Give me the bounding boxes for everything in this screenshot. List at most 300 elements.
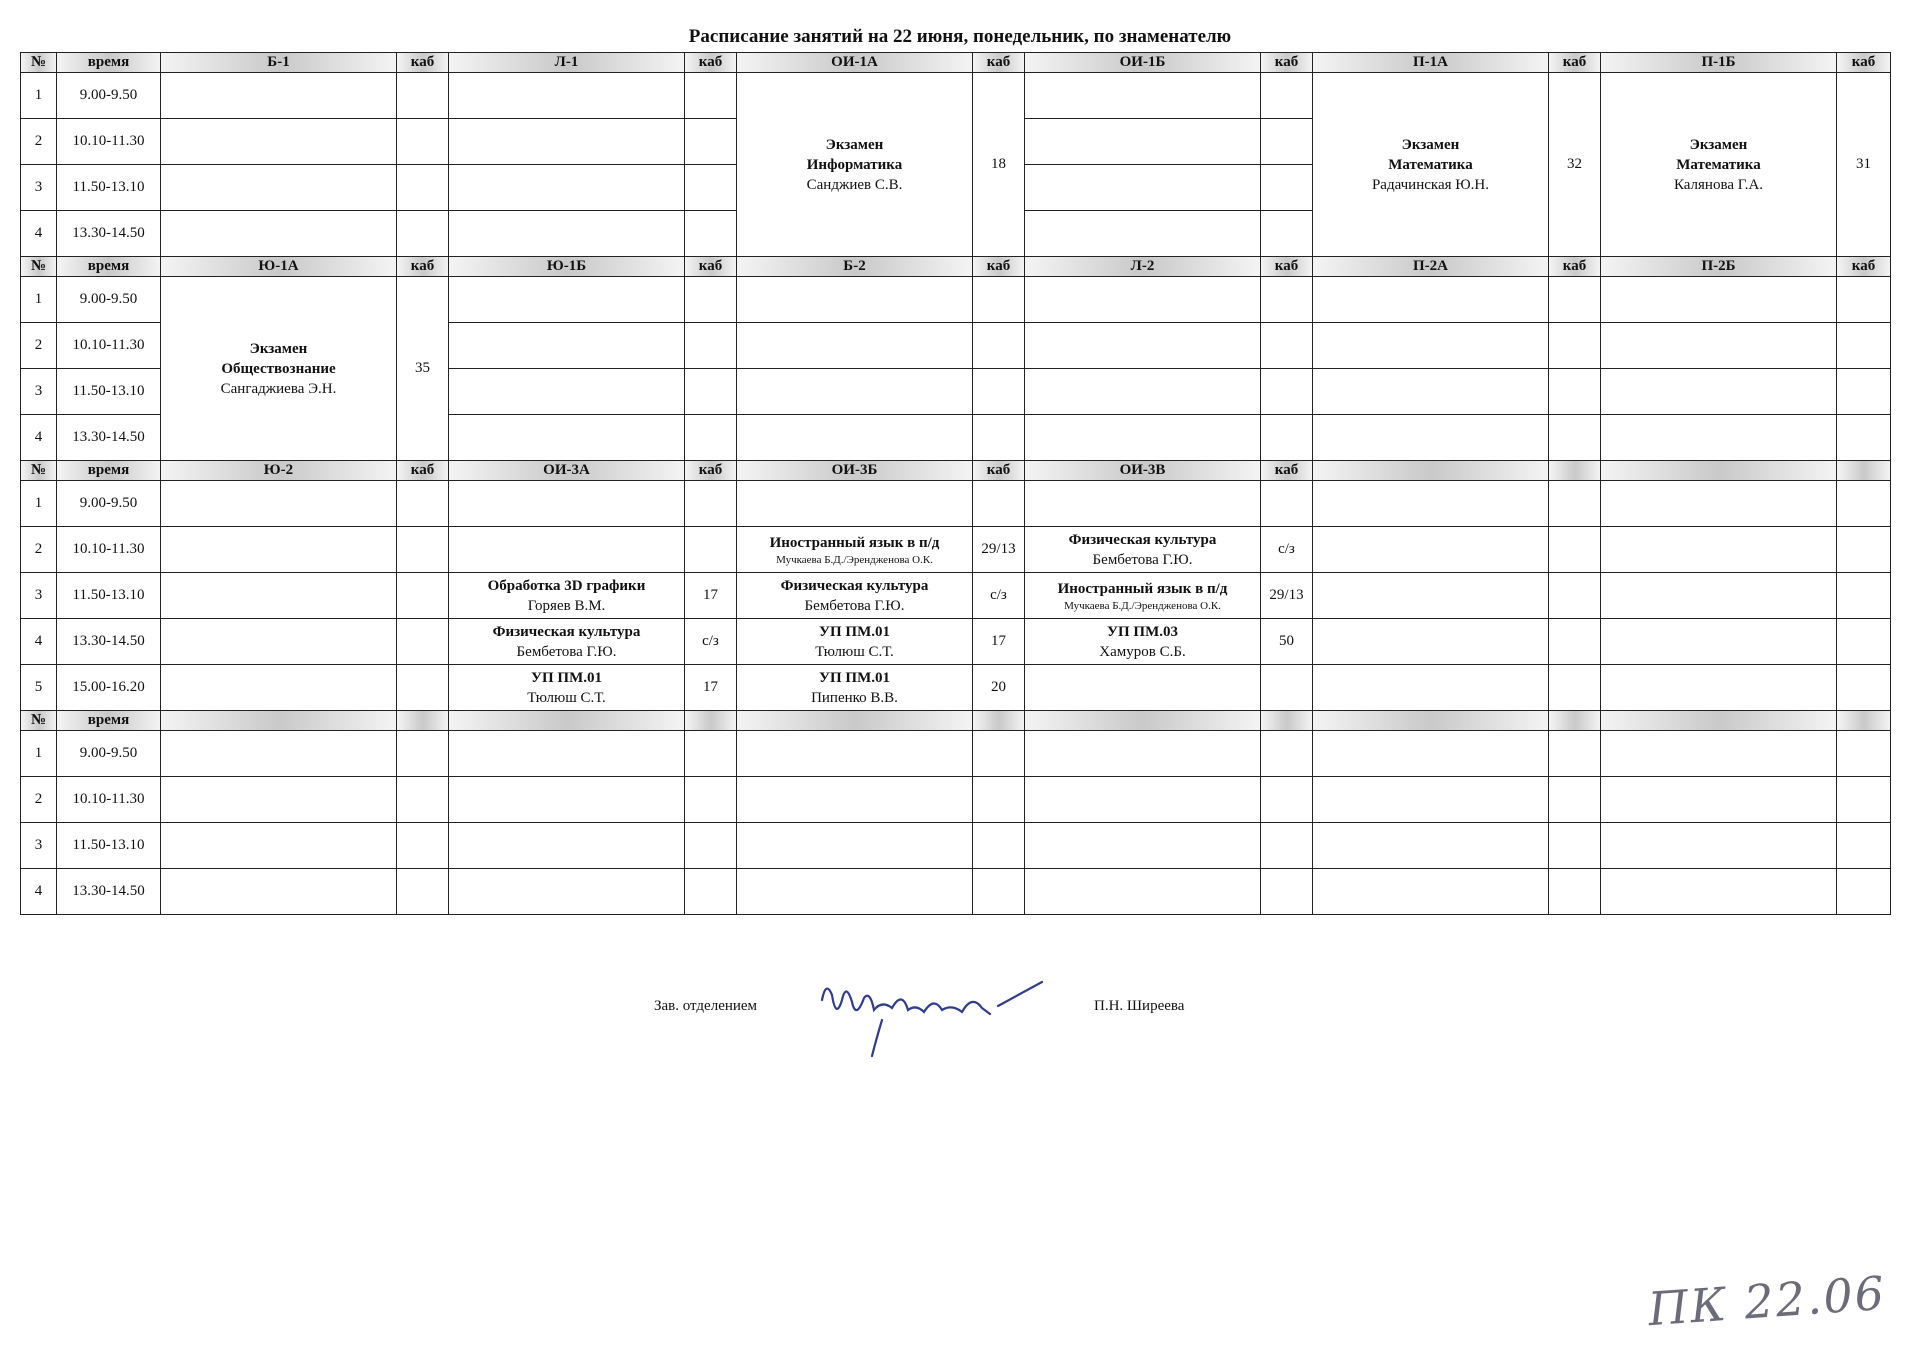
empty-cell [1601,823,1837,869]
block4-header-row [21,711,1891,731]
lesson-number: 1 [21,277,57,323]
lesson-number: 1 [21,731,57,777]
lesson-time: 11.50-13.10 [57,823,161,869]
empty-cell [1601,369,1837,415]
empty-cell [449,73,685,119]
empty-cell [449,869,685,915]
exam-teacher: Радачинская Ю.Н. [1371,176,1490,193]
empty-cell [1313,481,1549,527]
room-header: каб [397,257,449,277]
lesson-time: 13.30-14.50 [57,619,161,665]
empty-cell [1025,211,1261,257]
lesson-number: 4 [21,415,57,461]
empty-cell [1025,323,1261,369]
group-header-u1b: Ю-1Б [449,257,685,277]
empty-cell [1549,665,1601,711]
empty-cell [1549,869,1601,915]
empty-cell [685,119,737,165]
empty-cell [685,415,737,461]
exam-type: Экзамен [249,340,308,357]
empty-cell [1025,73,1261,119]
exam-subject: Информатика [806,156,903,173]
empty-cell [685,823,737,869]
signer-name: П.Н. Ширеева [1094,998,1185,1014]
empty-cell [1549,277,1601,323]
empty-cell [685,869,737,915]
exam-type: Экзамен [1689,136,1748,153]
group-header-oi3v: ОИ-3В [1025,461,1261,481]
exam-type: Экзамен [1401,136,1460,153]
empty-cell [1837,415,1891,461]
page-title: Расписание занятий на 22 июня, понедельник, по знаменателю [688,26,1232,47]
empty-cell [1025,823,1261,869]
table-row [21,573,1891,619]
empty-cell [1261,211,1313,257]
empty-cell [1549,481,1601,527]
empty-cell [1261,823,1313,869]
empty-cell [1261,777,1313,823]
empty-cell [685,211,737,257]
empty-cell [1261,665,1313,711]
block1-header-row [21,53,1891,73]
room-header: каб [1837,53,1891,73]
room-header: каб [1261,461,1313,481]
empty-cell [1261,165,1313,211]
empty-cell [1025,665,1261,711]
empty-cell [1313,527,1549,573]
empty-cell [449,165,685,211]
lesson-number: 2 [21,323,57,369]
lesson-number: 3 [21,165,57,211]
empty-cell [449,369,685,415]
lesson-room: 29/13 [973,527,1025,573]
empty-cell [685,777,737,823]
lesson-teacher: Тюлюш С.Т. [527,689,606,706]
empty-cell [161,731,397,777]
lesson-room: с/з [1261,527,1313,573]
empty-cell [449,527,685,573]
empty-cell [737,369,973,415]
group-header-p1b: П-1Б [1601,53,1837,73]
room-header: каб [685,461,737,481]
signature [812,960,1072,1060]
lesson-subject: Физическая культура [492,623,641,640]
table-row [21,823,1891,869]
empty-cell [449,777,685,823]
empty-cell [1025,731,1261,777]
exam-teacher: Сангаджиева Э.Н. [220,380,337,397]
room-header: каб [685,53,737,73]
empty-cell [1601,731,1837,777]
lesson-room: с/з [973,573,1025,619]
exam-room: 32 [1549,73,1601,257]
empty-cell [737,869,973,915]
empty-cell [161,573,397,619]
empty-cell [973,415,1025,461]
empty-cell [449,415,685,461]
lesson-teacher: Бембетова Г.Ю. [804,597,905,614]
empty-cell [449,823,685,869]
empty-cell [1549,619,1601,665]
schedule-table [20,52,1891,915]
empty-cell [1261,869,1313,915]
empty-cell [973,869,1025,915]
empty-cell [1025,119,1261,165]
room-header: каб [397,53,449,73]
empty-cell [685,277,737,323]
lesson-time: 15.00-16.20 [57,665,161,711]
empty-header [973,711,1025,731]
group-header-oi3a: ОИ-3А [449,461,685,481]
empty-cell [685,731,737,777]
empty-cell [1601,481,1837,527]
time-header: время [57,461,161,481]
table-row [21,665,1891,711]
table-row [21,731,1891,777]
num-header: № [21,711,57,731]
exam-type: Экзамен [825,136,884,153]
empty-cell [1601,277,1837,323]
lesson-teacher: Тюлюш С.Т. [815,643,894,660]
empty-cell [685,323,737,369]
empty-cell [1601,777,1837,823]
empty-cell [397,527,449,573]
exam-subject: Математика [1388,156,1473,173]
empty-cell [397,869,449,915]
empty-cell [1837,619,1891,665]
empty-cell [161,165,397,211]
room-header: каб [1837,257,1891,277]
group-header-oi3b: ОИ-3Б [737,461,973,481]
empty-cell [397,481,449,527]
table-row [21,481,1891,527]
exam-cell-oi1a [737,73,973,257]
room-header: каб [973,53,1025,73]
lesson-teacher: Горяев В.М. [527,597,606,614]
empty-cell [737,731,973,777]
empty-cell [1837,481,1891,527]
empty-cell [1837,823,1891,869]
empty-cell [1313,665,1549,711]
empty-cell [397,211,449,257]
lesson-subject: Иностранный язык в п/д [769,534,940,551]
block2-header-row [21,257,1891,277]
lesson-teacher: Хамуров С.Б. [1099,643,1186,660]
empty-cell [1313,731,1549,777]
empty-cell [1837,527,1891,573]
empty-cell [1837,869,1891,915]
empty-header [1313,711,1549,731]
group-header-p2b: П-2Б [1601,257,1837,277]
empty-cell [1549,369,1601,415]
empty-cell [1837,573,1891,619]
lesson-cell [449,665,685,711]
room-header: каб [973,257,1025,277]
empty-header [1313,461,1549,481]
table-row [21,869,1891,915]
empty-cell [737,277,973,323]
lesson-number: 3 [21,573,57,619]
empty-cell [161,869,397,915]
empty-cell [1601,619,1837,665]
lesson-subject: УП ПМ.01 [818,669,890,686]
empty-cell [1549,573,1601,619]
empty-cell [1837,665,1891,711]
num-header: № [21,53,57,73]
empty-cell [397,731,449,777]
lesson-subject: УП ПМ.01 [818,623,890,640]
exam-subject: Математика [1676,156,1761,173]
lesson-cell [1025,619,1261,665]
time-header: время [57,711,161,731]
empty-cell [1549,777,1601,823]
lesson-number: 1 [21,73,57,119]
empty-cell [1025,277,1261,323]
empty-cell [1313,823,1549,869]
lesson-time: 11.50-13.10 [57,573,161,619]
lesson-room: 20 [973,665,1025,711]
empty-cell [685,369,737,415]
lesson-time: 10.10-11.30 [57,323,161,369]
empty-cell [1837,731,1891,777]
block3-header-row [21,461,1891,481]
empty-cell [737,415,973,461]
group-header-b2: Б-2 [737,257,973,277]
empty-cell [449,277,685,323]
empty-cell [1313,323,1549,369]
room-header: каб [397,461,449,481]
empty-header [397,711,449,731]
lesson-room: 17 [973,619,1025,665]
empty-cell [685,165,737,211]
lesson-cell [737,573,973,619]
empty-header [449,711,685,731]
lesson-time: 9.00-9.50 [57,481,161,527]
time-header: время [57,53,161,73]
empty-cell [1549,323,1601,369]
exam-subject: Обществознание [221,360,336,377]
exam-cell-u1a [161,277,397,461]
exam-teacher: Санджиев С.В. [806,176,903,193]
empty-cell [1025,415,1261,461]
group-header-l2: Л-2 [1025,257,1261,277]
empty-cell [1313,777,1549,823]
empty-cell [737,481,973,527]
group-header-u2: Ю-2 [161,461,397,481]
group-header-u1a: Ю-1А [161,257,397,277]
lesson-time: 9.00-9.50 [57,73,161,119]
empty-cell [973,369,1025,415]
empty-cell [161,619,397,665]
empty-cell [1313,369,1549,415]
signer-role: Зав. отделением [654,998,758,1014]
lesson-time: 10.10-11.30 [57,777,161,823]
room-header: каб [973,461,1025,481]
lesson-number: 4 [21,211,57,257]
empty-header [1025,711,1261,731]
group-header-l1: Л-1 [449,53,685,73]
empty-cell [1261,415,1313,461]
lesson-time: 10.10-11.30 [57,527,161,573]
empty-cell [1549,823,1601,869]
exam-teacher: Калянова Г.А. [1673,176,1764,193]
empty-header [1837,711,1891,731]
empty-cell [1601,527,1837,573]
empty-cell [1261,323,1313,369]
exam-room: 18 [973,73,1025,257]
empty-cell [1837,777,1891,823]
table-row [21,619,1891,665]
lesson-teacher: Бембетова Г.Ю. [1092,551,1193,568]
empty-header [1549,461,1601,481]
empty-cell [397,823,449,869]
lesson-number: 2 [21,527,57,573]
empty-cell [1601,573,1837,619]
empty-cell [161,481,397,527]
exam-cell-p1b [1601,73,1837,257]
empty-cell [397,777,449,823]
table-row [21,777,1891,823]
empty-cell [1601,869,1837,915]
room-header: каб [685,257,737,277]
empty-cell [397,165,449,211]
empty-cell [1837,323,1891,369]
lesson-cell [737,665,973,711]
group-header-oi1a: ОИ-1А [737,53,973,73]
lesson-subject: УП ПМ.01 [530,669,602,686]
lesson-subject: Физическая культура [1068,531,1217,548]
lesson-time: 9.00-9.50 [57,277,161,323]
room-header: каб [1261,53,1313,73]
empty-cell [449,119,685,165]
empty-cell [1313,619,1549,665]
empty-cell [397,573,449,619]
empty-cell [1025,869,1261,915]
empty-cell [161,119,397,165]
empty-cell [1837,369,1891,415]
empty-cell [1025,369,1261,415]
lesson-number: 4 [21,869,57,915]
lesson-time: 11.50-13.10 [57,369,161,415]
num-header: № [21,461,57,481]
lesson-cell [1025,573,1261,619]
empty-cell [685,481,737,527]
lesson-number: 1 [21,481,57,527]
lesson-room: 17 [685,665,737,711]
empty-cell [973,323,1025,369]
lesson-room: 50 [1261,619,1313,665]
empty-cell [1313,415,1549,461]
lesson-number: 2 [21,119,57,165]
empty-cell [1313,277,1549,323]
empty-cell [1261,277,1313,323]
empty-cell [1313,573,1549,619]
empty-cell [1837,277,1891,323]
empty-cell [973,731,1025,777]
empty-header [1601,461,1837,481]
empty-cell [1261,369,1313,415]
table-row [21,277,1891,323]
empty-cell [685,527,737,573]
lesson-time: 11.50-13.10 [57,165,161,211]
empty-cell [1025,165,1261,211]
lesson-cell [737,619,973,665]
lesson-number: 5 [21,665,57,711]
empty-cell [449,731,685,777]
empty-cell [449,211,685,257]
lesson-subject: Физическая культура [780,577,929,594]
exam-cell-p1a [1313,73,1549,257]
lesson-subject: УП ПМ.03 [1106,623,1178,640]
empty-cell [1261,73,1313,119]
empty-cell [1601,415,1837,461]
exam-room: 31 [1837,73,1891,257]
empty-cell [161,211,397,257]
empty-cell [1601,665,1837,711]
lesson-room: с/з [685,619,737,665]
lesson-number: 4 [21,619,57,665]
lesson-subject: Иностранный язык в п/д [1057,580,1228,597]
empty-cell [1549,527,1601,573]
room-header: каб [1549,257,1601,277]
empty-cell [973,481,1025,527]
empty-header [161,711,397,731]
empty-header [1837,461,1891,481]
lesson-number: 3 [21,369,57,415]
lesson-number: 3 [21,823,57,869]
empty-cell [1025,481,1261,527]
empty-cell [161,823,397,869]
empty-header [1261,711,1313,731]
empty-cell [161,527,397,573]
exam-room: 35 [397,277,449,461]
group-header-p1a: П-1А [1313,53,1549,73]
time-header: время [57,257,161,277]
empty-cell [973,823,1025,869]
lesson-time: 10.10-11.30 [57,119,161,165]
group-header-oi1b: ОИ-1Б [1025,53,1261,73]
lesson-teacher: Пипенко В.В. [811,689,898,706]
room-header: каб [1549,53,1601,73]
empty-cell [449,481,685,527]
empty-cell [1549,731,1601,777]
lesson-teacher: Бембетова Г.Ю. [516,643,617,660]
empty-cell [449,323,685,369]
lesson-time: 13.30-14.50 [57,415,161,461]
empty-cell [1549,415,1601,461]
lesson-time: 13.30-14.50 [57,211,161,257]
empty-cell [1261,731,1313,777]
empty-cell [161,777,397,823]
lesson-cell [1025,527,1261,573]
empty-cell [973,777,1025,823]
empty-cell [161,73,397,119]
empty-cell [685,73,737,119]
empty-cell [1313,869,1549,915]
lesson-cell [449,573,685,619]
lesson-room: 17 [685,573,737,619]
empty-cell [737,323,973,369]
empty-cell [161,665,397,711]
empty-header [737,711,973,731]
lesson-cell [449,619,685,665]
empty-cell [397,119,449,165]
lesson-time: 9.00-9.50 [57,731,161,777]
empty-header [685,711,737,731]
empty-cell [1261,119,1313,165]
empty-header [1601,711,1837,731]
empty-cell [1025,777,1261,823]
